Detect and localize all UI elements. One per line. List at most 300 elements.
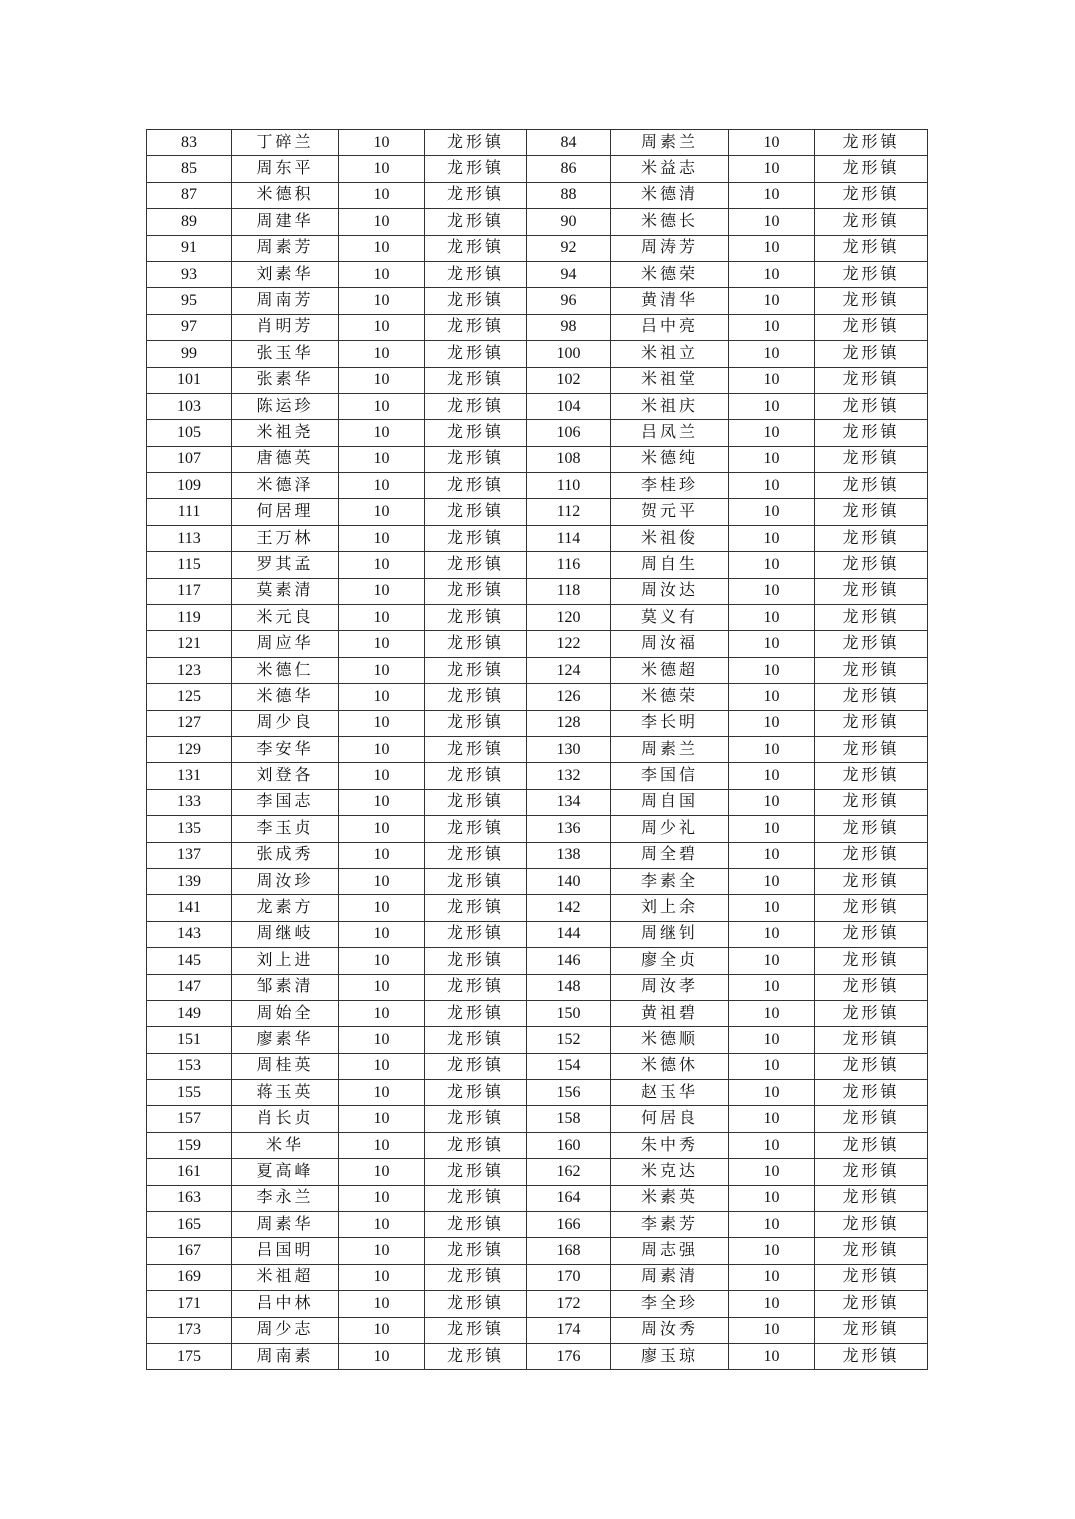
right-person-name-cell: 米德休 bbox=[611, 1053, 729, 1079]
left-town-name-cell: 龙形镇 bbox=[425, 684, 527, 710]
left-town-name-cell: 龙形镇 bbox=[425, 605, 527, 631]
right-amount-cell: 10 bbox=[729, 499, 815, 525]
right-row-number-cell: 122 bbox=[527, 631, 611, 657]
left-row-number-cell: 85 bbox=[147, 156, 232, 182]
right-amount-cell: 10 bbox=[729, 261, 815, 287]
left-amount-cell: 10 bbox=[339, 1317, 425, 1343]
right-amount-cell: 10 bbox=[729, 1159, 815, 1185]
left-row-number-cell: 151 bbox=[147, 1027, 232, 1053]
table-row bbox=[147, 1080, 928, 1106]
right-town-name-cell: 龙形镇 bbox=[815, 816, 928, 842]
table-row bbox=[147, 1317, 928, 1343]
right-town-name-cell: 龙形镇 bbox=[815, 235, 928, 261]
table-row bbox=[147, 209, 928, 235]
right-town-name-cell: 龙形镇 bbox=[815, 657, 928, 683]
left-row-number-cell: 121 bbox=[147, 631, 232, 657]
right-town-name-cell: 龙形镇 bbox=[815, 763, 928, 789]
left-town-name-cell: 龙形镇 bbox=[425, 209, 527, 235]
right-amount-cell: 10 bbox=[729, 182, 815, 208]
table-row bbox=[147, 1000, 928, 1026]
right-town-name-cell: 龙形镇 bbox=[815, 261, 928, 287]
left-row-number-cell: 111 bbox=[147, 499, 232, 525]
right-person-name-cell: 刘上余 bbox=[611, 895, 729, 921]
left-town-name-cell: 龙形镇 bbox=[425, 314, 527, 340]
table-row bbox=[147, 1027, 928, 1053]
right-town-name-cell: 龙形镇 bbox=[815, 209, 928, 235]
left-town-name-cell: 龙形镇 bbox=[425, 578, 527, 604]
left-row-number-cell: 91 bbox=[147, 235, 232, 261]
right-person-name-cell: 贺元平 bbox=[611, 499, 729, 525]
right-amount-cell: 10 bbox=[729, 948, 815, 974]
right-amount-cell: 10 bbox=[729, 578, 815, 604]
left-person-name-cell: 周始全 bbox=[232, 1000, 339, 1026]
left-town-name-cell: 龙形镇 bbox=[425, 552, 527, 578]
right-amount-cell: 10 bbox=[729, 921, 815, 947]
table-row bbox=[147, 552, 928, 578]
left-amount-cell: 10 bbox=[339, 393, 425, 419]
left-person-name-cell: 刘登各 bbox=[232, 763, 339, 789]
left-row-number-cell: 125 bbox=[147, 684, 232, 710]
table-row bbox=[147, 605, 928, 631]
table-row bbox=[147, 393, 928, 419]
left-row-number-cell: 153 bbox=[147, 1053, 232, 1079]
right-town-name-cell: 龙形镇 bbox=[815, 1317, 928, 1343]
left-row-number-cell: 89 bbox=[147, 209, 232, 235]
left-row-number-cell: 141 bbox=[147, 895, 232, 921]
right-row-number-cell: 88 bbox=[527, 182, 611, 208]
left-amount-cell: 10 bbox=[339, 868, 425, 894]
left-town-name-cell: 龙形镇 bbox=[425, 393, 527, 419]
left-person-name-cell: 周素芳 bbox=[232, 235, 339, 261]
right-row-number-cell: 118 bbox=[527, 578, 611, 604]
table-row bbox=[147, 367, 928, 393]
left-row-number-cell: 145 bbox=[147, 948, 232, 974]
right-town-name-cell: 龙形镇 bbox=[815, 736, 928, 762]
left-town-name-cell: 龙形镇 bbox=[425, 657, 527, 683]
left-person-name-cell: 李永兰 bbox=[232, 1185, 339, 1211]
left-town-name-cell: 龙形镇 bbox=[425, 1317, 527, 1343]
right-amount-cell: 10 bbox=[729, 1000, 815, 1026]
left-person-name-cell: 蒋玉英 bbox=[232, 1080, 339, 1106]
left-town-name-cell: 龙形镇 bbox=[425, 1000, 527, 1026]
right-town-name-cell: 龙形镇 bbox=[815, 156, 928, 182]
right-town-name-cell: 龙形镇 bbox=[815, 130, 928, 156]
left-person-name-cell: 周南素 bbox=[232, 1343, 339, 1369]
table-row bbox=[147, 525, 928, 551]
left-town-name-cell: 龙形镇 bbox=[425, 473, 527, 499]
left-row-number-cell: 105 bbox=[147, 420, 232, 446]
right-row-number-cell: 112 bbox=[527, 499, 611, 525]
left-amount-cell: 10 bbox=[339, 288, 425, 314]
left-person-name-cell: 丁碎兰 bbox=[232, 130, 339, 156]
right-person-name-cell: 吕凤兰 bbox=[611, 420, 729, 446]
right-row-number-cell: 94 bbox=[527, 261, 611, 287]
right-town-name-cell: 龙形镇 bbox=[815, 341, 928, 367]
table-row bbox=[147, 631, 928, 657]
right-row-number-cell: 100 bbox=[527, 341, 611, 367]
left-amount-cell: 10 bbox=[339, 130, 425, 156]
right-amount-cell: 10 bbox=[729, 420, 815, 446]
right-town-name-cell: 龙形镇 bbox=[815, 1343, 928, 1369]
left-row-number-cell: 127 bbox=[147, 710, 232, 736]
right-town-name-cell: 龙形镇 bbox=[815, 1291, 928, 1317]
right-town-name-cell: 龙形镇 bbox=[815, 842, 928, 868]
right-person-name-cell: 李长明 bbox=[611, 710, 729, 736]
left-amount-cell: 10 bbox=[339, 1238, 425, 1264]
left-amount-cell: 10 bbox=[339, 525, 425, 551]
right-person-name-cell: 米德顺 bbox=[611, 1027, 729, 1053]
left-amount-cell: 10 bbox=[339, 1000, 425, 1026]
left-town-name-cell: 龙形镇 bbox=[425, 1212, 527, 1238]
right-person-name-cell: 赵玉华 bbox=[611, 1080, 729, 1106]
left-row-number-cell: 157 bbox=[147, 1106, 232, 1132]
left-row-number-cell: 101 bbox=[147, 367, 232, 393]
right-row-number-cell: 104 bbox=[527, 393, 611, 419]
left-row-number-cell: 93 bbox=[147, 261, 232, 287]
right-row-number-cell: 154 bbox=[527, 1053, 611, 1079]
table-row bbox=[147, 1185, 928, 1211]
right-amount-cell: 10 bbox=[729, 393, 815, 419]
right-row-number-cell: 132 bbox=[527, 763, 611, 789]
right-town-name-cell: 龙形镇 bbox=[815, 182, 928, 208]
left-town-name-cell: 龙形镇 bbox=[425, 1159, 527, 1185]
left-amount-cell: 10 bbox=[339, 1080, 425, 1106]
right-amount-cell: 10 bbox=[729, 1053, 815, 1079]
right-amount-cell: 10 bbox=[729, 816, 815, 842]
right-person-name-cell: 米祖庆 bbox=[611, 393, 729, 419]
left-row-number-cell: 87 bbox=[147, 182, 232, 208]
table-row bbox=[147, 314, 928, 340]
right-row-number-cell: 130 bbox=[527, 736, 611, 762]
right-person-name-cell: 吕中亮 bbox=[611, 314, 729, 340]
left-person-name-cell: 何居理 bbox=[232, 499, 339, 525]
table-row bbox=[147, 182, 928, 208]
right-town-name-cell: 龙形镇 bbox=[815, 1159, 928, 1185]
left-person-name-cell: 周少志 bbox=[232, 1317, 339, 1343]
right-row-number-cell: 168 bbox=[527, 1238, 611, 1264]
left-row-number-cell: 115 bbox=[147, 552, 232, 578]
left-amount-cell: 10 bbox=[339, 631, 425, 657]
right-person-name-cell: 朱中秀 bbox=[611, 1132, 729, 1158]
left-town-name-cell: 龙形镇 bbox=[425, 261, 527, 287]
right-row-number-cell: 102 bbox=[527, 367, 611, 393]
right-row-number-cell: 164 bbox=[527, 1185, 611, 1211]
right-town-name-cell: 龙形镇 bbox=[815, 420, 928, 446]
left-person-name-cell: 周继岐 bbox=[232, 921, 339, 947]
left-town-name-cell: 龙形镇 bbox=[425, 420, 527, 446]
table-row bbox=[147, 736, 928, 762]
left-person-name-cell: 李国志 bbox=[232, 789, 339, 815]
left-town-name-cell: 龙形镇 bbox=[425, 288, 527, 314]
left-amount-cell: 10 bbox=[339, 156, 425, 182]
left-amount-cell: 10 bbox=[339, 1132, 425, 1158]
left-person-name-cell: 刘素华 bbox=[232, 261, 339, 287]
left-person-name-cell: 米德积 bbox=[232, 182, 339, 208]
right-amount-cell: 10 bbox=[729, 1212, 815, 1238]
left-town-name-cell: 龙形镇 bbox=[425, 1291, 527, 1317]
left-amount-cell: 10 bbox=[339, 789, 425, 815]
table-row bbox=[147, 288, 928, 314]
right-person-name-cell: 李素芳 bbox=[611, 1212, 729, 1238]
left-row-number-cell: 117 bbox=[147, 578, 232, 604]
left-row-number-cell: 95 bbox=[147, 288, 232, 314]
left-amount-cell: 10 bbox=[339, 314, 425, 340]
right-town-name-cell: 龙形镇 bbox=[815, 1000, 928, 1026]
right-person-name-cell: 米祖俊 bbox=[611, 525, 729, 551]
right-row-number-cell: 140 bbox=[527, 868, 611, 894]
right-person-name-cell: 李国信 bbox=[611, 763, 729, 789]
right-town-name-cell: 龙形镇 bbox=[815, 473, 928, 499]
left-person-name-cell: 米祖尧 bbox=[232, 420, 339, 446]
right-amount-cell: 10 bbox=[729, 789, 815, 815]
left-town-name-cell: 龙形镇 bbox=[425, 974, 527, 1000]
right-row-number-cell: 152 bbox=[527, 1027, 611, 1053]
left-amount-cell: 10 bbox=[339, 1343, 425, 1369]
left-town-name-cell: 龙形镇 bbox=[425, 895, 527, 921]
right-person-name-cell: 黄清华 bbox=[611, 288, 729, 314]
right-row-number-cell: 84 bbox=[527, 130, 611, 156]
left-person-name-cell: 刘上进 bbox=[232, 948, 339, 974]
right-town-name-cell: 龙形镇 bbox=[815, 684, 928, 710]
right-town-name-cell: 龙形镇 bbox=[815, 710, 928, 736]
right-person-name-cell: 周素兰 bbox=[611, 130, 729, 156]
right-row-number-cell: 114 bbox=[527, 525, 611, 551]
table-row bbox=[147, 420, 928, 446]
right-amount-cell: 10 bbox=[729, 657, 815, 683]
right-person-name-cell: 周汝秀 bbox=[611, 1317, 729, 1343]
right-amount-cell: 10 bbox=[729, 235, 815, 261]
left-amount-cell: 10 bbox=[339, 1185, 425, 1211]
right-row-number-cell: 174 bbox=[527, 1317, 611, 1343]
table-row bbox=[147, 868, 928, 894]
right-person-name-cell: 米德纯 bbox=[611, 446, 729, 472]
right-amount-cell: 10 bbox=[729, 525, 815, 551]
right-row-number-cell: 170 bbox=[527, 1264, 611, 1290]
right-amount-cell: 10 bbox=[729, 1027, 815, 1053]
right-amount-cell: 10 bbox=[729, 1317, 815, 1343]
left-row-number-cell: 175 bbox=[147, 1343, 232, 1369]
right-person-name-cell: 周素清 bbox=[611, 1264, 729, 1290]
right-town-name-cell: 龙形镇 bbox=[815, 552, 928, 578]
left-person-name-cell: 李玉贞 bbox=[232, 816, 339, 842]
right-person-name-cell: 周涛芳 bbox=[611, 235, 729, 261]
table-row bbox=[147, 763, 928, 789]
table-row bbox=[147, 948, 928, 974]
right-person-name-cell: 周继钊 bbox=[611, 921, 729, 947]
right-row-number-cell: 90 bbox=[527, 209, 611, 235]
left-row-number-cell: 171 bbox=[147, 1291, 232, 1317]
right-row-number-cell: 146 bbox=[527, 948, 611, 974]
right-row-number-cell: 162 bbox=[527, 1159, 611, 1185]
left-town-name-cell: 龙形镇 bbox=[425, 1080, 527, 1106]
right-row-number-cell: 134 bbox=[527, 789, 611, 815]
left-amount-cell: 10 bbox=[339, 1106, 425, 1132]
left-person-name-cell: 李安华 bbox=[232, 736, 339, 762]
right-amount-cell: 10 bbox=[729, 1291, 815, 1317]
right-person-name-cell: 廖全贞 bbox=[611, 948, 729, 974]
right-amount-cell: 10 bbox=[729, 1185, 815, 1211]
right-town-name-cell: 龙形镇 bbox=[815, 446, 928, 472]
left-town-name-cell: 龙形镇 bbox=[425, 842, 527, 868]
left-amount-cell: 10 bbox=[339, 605, 425, 631]
right-row-number-cell: 126 bbox=[527, 684, 611, 710]
left-person-name-cell: 邹素清 bbox=[232, 974, 339, 1000]
left-amount-cell: 10 bbox=[339, 763, 425, 789]
right-town-name-cell: 龙形镇 bbox=[815, 499, 928, 525]
right-person-name-cell: 周汝达 bbox=[611, 578, 729, 604]
left-person-name-cell: 米元良 bbox=[232, 605, 339, 631]
left-town-name-cell: 龙形镇 bbox=[425, 1185, 527, 1211]
left-person-name-cell: 米德泽 bbox=[232, 473, 339, 499]
left-row-number-cell: 99 bbox=[147, 341, 232, 367]
left-person-name-cell: 周建华 bbox=[232, 209, 339, 235]
left-amount-cell: 10 bbox=[339, 948, 425, 974]
right-amount-cell: 10 bbox=[729, 1238, 815, 1264]
roster-body bbox=[147, 130, 928, 1370]
right-town-name-cell: 龙形镇 bbox=[815, 525, 928, 551]
left-person-name-cell: 肖长贞 bbox=[232, 1106, 339, 1132]
left-person-name-cell: 王万林 bbox=[232, 525, 339, 551]
table-row bbox=[147, 1238, 928, 1264]
right-person-name-cell: 黄祖碧 bbox=[611, 1000, 729, 1026]
left-amount-cell: 10 bbox=[339, 182, 425, 208]
left-row-number-cell: 137 bbox=[147, 842, 232, 868]
right-person-name-cell: 米德超 bbox=[611, 657, 729, 683]
table-row bbox=[147, 1159, 928, 1185]
right-row-number-cell: 124 bbox=[527, 657, 611, 683]
left-person-name-cell: 周南芳 bbox=[232, 288, 339, 314]
right-town-name-cell: 龙形镇 bbox=[815, 948, 928, 974]
left-row-number-cell: 165 bbox=[147, 1212, 232, 1238]
right-town-name-cell: 龙形镇 bbox=[815, 1132, 928, 1158]
table-row bbox=[147, 1132, 928, 1158]
table-row bbox=[147, 921, 928, 947]
left-amount-cell: 10 bbox=[339, 1159, 425, 1185]
right-town-name-cell: 龙形镇 bbox=[815, 314, 928, 340]
right-amount-cell: 10 bbox=[729, 446, 815, 472]
right-person-name-cell: 米德荣 bbox=[611, 684, 729, 710]
left-row-number-cell: 161 bbox=[147, 1159, 232, 1185]
right-row-number-cell: 172 bbox=[527, 1291, 611, 1317]
right-row-number-cell: 150 bbox=[527, 1000, 611, 1026]
right-town-name-cell: 龙形镇 bbox=[815, 895, 928, 921]
left-town-name-cell: 龙形镇 bbox=[425, 789, 527, 815]
left-person-name-cell: 周应华 bbox=[232, 631, 339, 657]
table-row bbox=[147, 842, 928, 868]
left-row-number-cell: 173 bbox=[147, 1317, 232, 1343]
left-row-number-cell: 147 bbox=[147, 974, 232, 1000]
right-row-number-cell: 144 bbox=[527, 921, 611, 947]
left-town-name-cell: 龙形镇 bbox=[425, 182, 527, 208]
right-row-number-cell: 176 bbox=[527, 1343, 611, 1369]
right-town-name-cell: 龙形镇 bbox=[815, 921, 928, 947]
roster-table bbox=[146, 129, 928, 1370]
right-person-name-cell: 米德荣 bbox=[611, 261, 729, 287]
left-person-name-cell: 米华 bbox=[232, 1132, 339, 1158]
left-row-number-cell: 123 bbox=[147, 657, 232, 683]
right-amount-cell: 10 bbox=[729, 631, 815, 657]
left-amount-cell: 10 bbox=[339, 921, 425, 947]
table-row bbox=[147, 341, 928, 367]
left-amount-cell: 10 bbox=[339, 209, 425, 235]
left-person-name-cell: 周汝珍 bbox=[232, 868, 339, 894]
right-row-number-cell: 120 bbox=[527, 605, 611, 631]
left-town-name-cell: 龙形镇 bbox=[425, 736, 527, 762]
left-amount-cell: 10 bbox=[339, 1212, 425, 1238]
right-row-number-cell: 128 bbox=[527, 710, 611, 736]
right-amount-cell: 10 bbox=[729, 1080, 815, 1106]
table-row bbox=[147, 974, 928, 1000]
right-row-number-cell: 106 bbox=[527, 420, 611, 446]
left-person-name-cell: 吕国明 bbox=[232, 1238, 339, 1264]
right-amount-cell: 10 bbox=[729, 842, 815, 868]
table-row bbox=[147, 130, 928, 156]
right-person-name-cell: 周志强 bbox=[611, 1238, 729, 1264]
right-amount-cell: 10 bbox=[729, 288, 815, 314]
left-row-number-cell: 107 bbox=[147, 446, 232, 472]
left-row-number-cell: 159 bbox=[147, 1132, 232, 1158]
right-person-name-cell: 米祖立 bbox=[611, 341, 729, 367]
right-amount-cell: 10 bbox=[729, 130, 815, 156]
left-town-name-cell: 龙形镇 bbox=[425, 868, 527, 894]
left-person-name-cell: 陈运珍 bbox=[232, 393, 339, 419]
right-town-name-cell: 龙形镇 bbox=[815, 1106, 928, 1132]
left-amount-cell: 10 bbox=[339, 842, 425, 868]
table-row bbox=[147, 895, 928, 921]
left-row-number-cell: 139 bbox=[147, 868, 232, 894]
right-row-number-cell: 96 bbox=[527, 288, 611, 314]
table-row bbox=[147, 473, 928, 499]
left-person-name-cell: 肖明芳 bbox=[232, 314, 339, 340]
table-row bbox=[147, 1291, 928, 1317]
right-person-name-cell: 李素全 bbox=[611, 868, 729, 894]
left-amount-cell: 10 bbox=[339, 657, 425, 683]
left-person-name-cell: 张玉华 bbox=[232, 341, 339, 367]
right-amount-cell: 10 bbox=[729, 341, 815, 367]
left-row-number-cell: 113 bbox=[147, 525, 232, 551]
right-person-name-cell: 莫义有 bbox=[611, 605, 729, 631]
left-row-number-cell: 109 bbox=[147, 473, 232, 499]
left-town-name-cell: 龙形镇 bbox=[425, 1343, 527, 1369]
right-town-name-cell: 龙形镇 bbox=[815, 1080, 928, 1106]
table-row bbox=[147, 1053, 928, 1079]
right-person-name-cell: 米素英 bbox=[611, 1185, 729, 1211]
left-town-name-cell: 龙形镇 bbox=[425, 446, 527, 472]
right-row-number-cell: 158 bbox=[527, 1106, 611, 1132]
left-person-name-cell: 唐德英 bbox=[232, 446, 339, 472]
right-person-name-cell: 何居良 bbox=[611, 1106, 729, 1132]
left-amount-cell: 10 bbox=[339, 261, 425, 287]
right-amount-cell: 10 bbox=[729, 1264, 815, 1290]
table-row bbox=[147, 684, 928, 710]
right-row-number-cell: 136 bbox=[527, 816, 611, 842]
left-town-name-cell: 龙形镇 bbox=[425, 499, 527, 525]
left-person-name-cell: 米祖超 bbox=[232, 1264, 339, 1290]
left-row-number-cell: 133 bbox=[147, 789, 232, 815]
left-amount-cell: 10 bbox=[339, 420, 425, 446]
right-row-number-cell: 148 bbox=[527, 974, 611, 1000]
right-amount-cell: 10 bbox=[729, 710, 815, 736]
left-person-name-cell: 周少良 bbox=[232, 710, 339, 736]
left-row-number-cell: 131 bbox=[147, 763, 232, 789]
left-row-number-cell: 143 bbox=[147, 921, 232, 947]
right-person-name-cell: 米德清 bbox=[611, 182, 729, 208]
right-town-name-cell: 龙形镇 bbox=[815, 1238, 928, 1264]
left-town-name-cell: 龙形镇 bbox=[425, 816, 527, 842]
left-row-number-cell: 103 bbox=[147, 393, 232, 419]
left-person-name-cell: 罗其孟 bbox=[232, 552, 339, 578]
right-town-name-cell: 龙形镇 bbox=[815, 578, 928, 604]
